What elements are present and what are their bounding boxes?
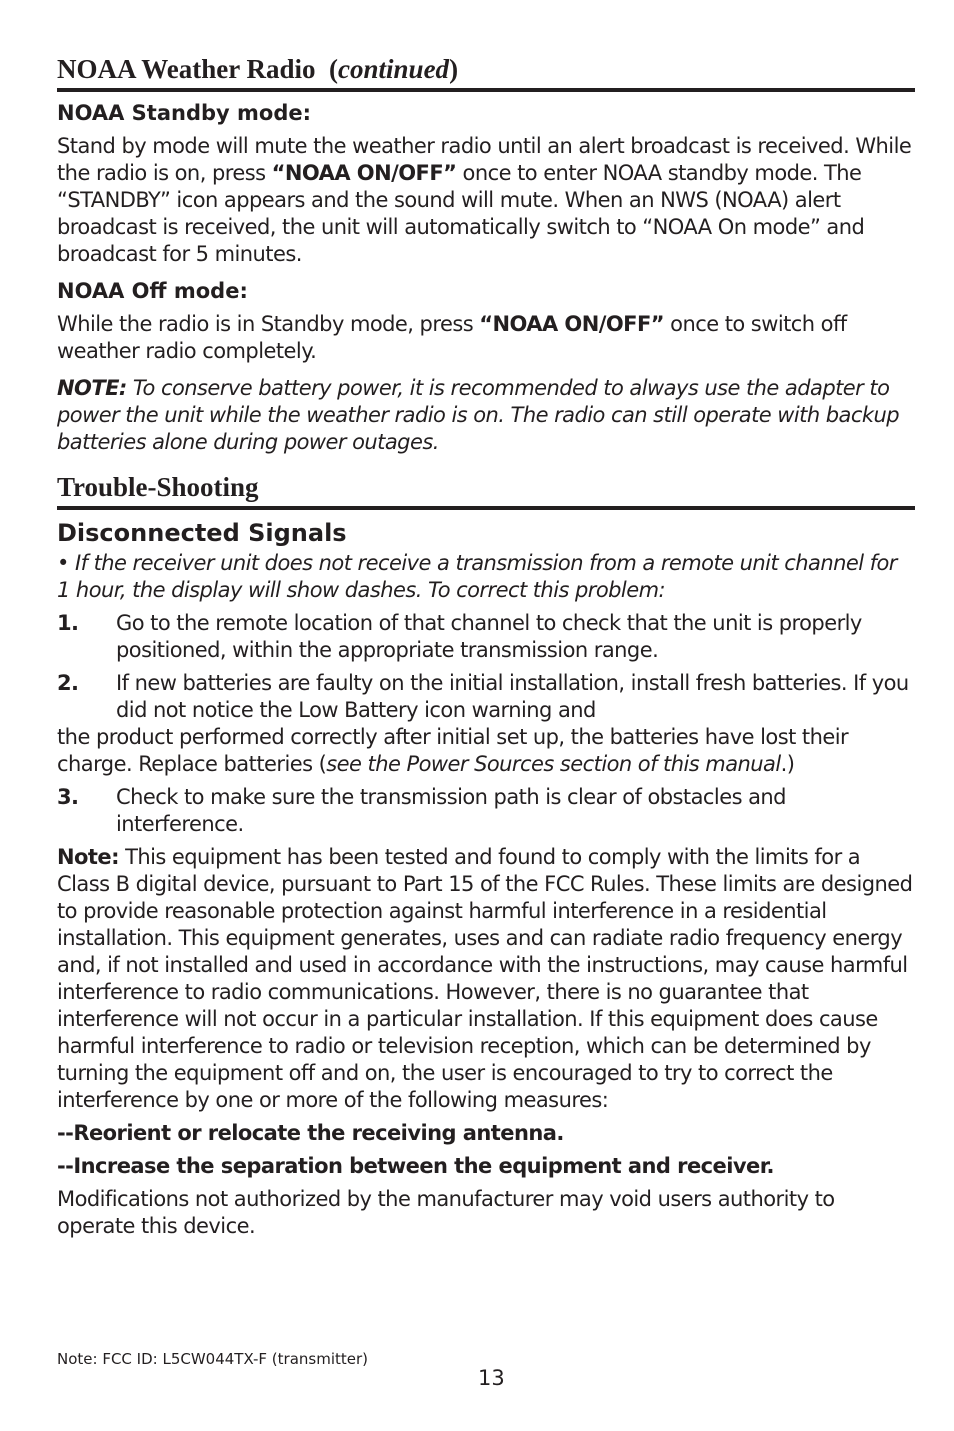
measure-separation: --Increase the separation between the equipment and receiver. bbox=[57, 1154, 774, 1178]
page-number: 13 bbox=[478, 1366, 505, 1390]
battery-note: NOTE: To conserve battery power, it is recommended to always use the adapter to power the unit while the weather radio is on. The radio can still operate with backup batteries alone during power outages. bbox=[57, 376, 899, 454]
page-title-text: NOAA Weather Radio bbox=[57, 54, 316, 84]
modifications-paragraph: Modifications not authorized by the manufacturer may void users authority to operate this device. bbox=[57, 1187, 835, 1238]
step-2: 2. If new batteries are faulty on the initial installation, install fresh batteries. If you did not notice the Low Battery icon warning and the product performed correctly after initial set up, the batteries have lost their charge. Replace batteries (see the Power Sources section of this manual.) bbox=[57, 671, 909, 776]
power-sources-reference: see the Power Sources section of this manual bbox=[326, 752, 781, 776]
step-number: 1. bbox=[57, 611, 79, 635]
noaa-button-reference: “NOAA ON/OFF” bbox=[271, 161, 457, 185]
off-heading: NOAA Off mode: bbox=[57, 279, 248, 303]
manual-page bbox=[57, 52, 915, 1240]
troubleshooting-intro: • If the receiver unit does not receive a transmission from a remote unit channel for 1 hour, the display will show dashes. To correct this problem: bbox=[57, 551, 897, 602]
disconnected-signals-heading: Disconnected Signals bbox=[57, 519, 347, 547]
page-title-suffix: continued bbox=[338, 54, 450, 84]
step-3: 3. Check to make sure the transmission path is clear of obstacles and interference. bbox=[57, 785, 786, 836]
standby-paragraph: Stand by mode will mute the weather radio until an alert broadcast is received. While the radio is on, press “NOAA ON/OFF” once to enter NOAA standby mode. The “STANDBY” icon appears and the sound will mute. When an NWS (NOAA) alert broadcast is received, the unit will automatically switch to “NOAA On mode” and broadcast for 5 minutes. bbox=[57, 134, 912, 266]
fcc-id-footnote: Note: FCC ID: L5CW044TX-F (transmitter) bbox=[57, 1350, 369, 1368]
fcc-note-label: Note: bbox=[57, 845, 119, 869]
step-1: 1. Go to the remote location of that channel to check that the unit is properly positioned, within the appropriate transmission range. bbox=[57, 611, 862, 662]
standby-heading: NOAA Standby mode: bbox=[57, 101, 312, 125]
off-paragraph: While the radio is in Standby mode, press “NOAA ON/OFF” once to switch off weather radio completely. bbox=[57, 312, 847, 363]
measure-reorient: --Reorient or relocate the receiving antenna. bbox=[57, 1121, 564, 1145]
fcc-note: Note: This equipment has been tested and found to comply with the limits for a Class B digital device, pursuant to Part 15 of the FCC Rules. These limits are designed to provide reasonable protection against harmful interference in a residential installation. This equipment generates, uses and can radiate radio frequency energy and, if not installed and used in accordance with the instructions, may cause harmful interference to radio communications. However, there is no guarantee that interference will not occur in a particular installation. If this equipment does cause harmful interference to radio or television reception, which can be determined by turning the equipment off and on, the user is encouraged to try to correct the interference by one or more of the following measures: bbox=[57, 845, 913, 1112]
troubleshooting-title: Trouble-Shooting bbox=[57, 470, 915, 510]
note-label: NOTE: bbox=[57, 376, 127, 400]
step-number: 2. bbox=[57, 671, 79, 695]
noaa-button-reference: “NOAA ON/OFF” bbox=[479, 312, 665, 336]
step-number: 3. bbox=[57, 785, 79, 809]
page-title: NOAA Weather Radio (continued) bbox=[57, 52, 915, 92]
